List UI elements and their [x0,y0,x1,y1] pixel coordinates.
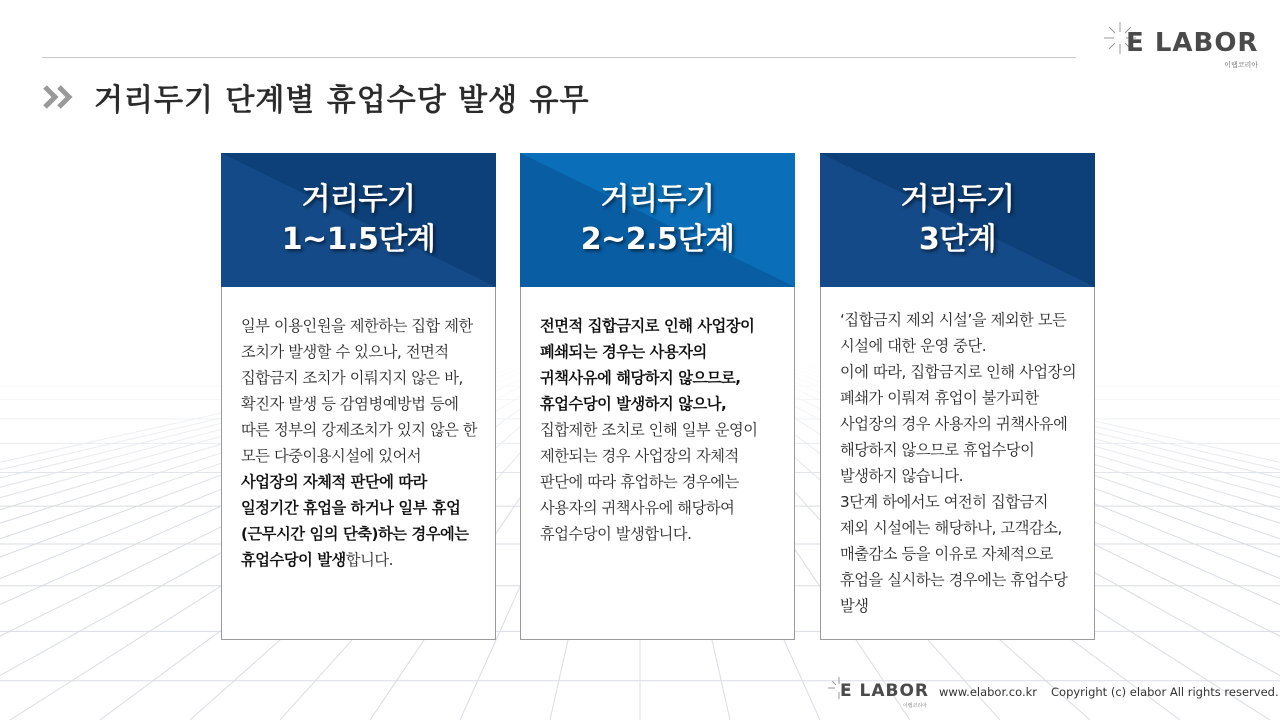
card-body-text [241,313,479,573]
card-title-line2: 3단계 [918,222,997,257]
footer-logo [826,675,931,709]
body-text: 집합제한 조치로 인해 일부 운영이 제한되는 경우 사업장의 자체적 판단에 따라 휴업하는 경우에는 사용자의 귀책사유에 해당하여 휴업수당이 발생합니다. [540,421,758,543]
page-header [42,74,589,120]
body-text: ‘집합금지 제외 시설’을 제외한 모든 시설에 대한 운영 중단. [840,311,1067,355]
body-text: 합니다. [345,551,394,569]
card-header [820,153,1095,287]
footer-logo-text: E LABOR [840,681,930,701]
body-text-bold: 사업장의 자체적 판단에 따라 일정기간 휴업을 하거나 일부 휴업(근무시간 임의 단축)하는 경우에는 휴업수당이 발생 [241,473,469,569]
body-text-bold: 전면적 집합금지로 인해 사업장이 폐쇄되는 경우는 사용자의 귀책사유에 해당하지 않으므로, 휴업수당이 발생하지 않으나, [540,317,755,413]
card-title-line1: 거리두기 [600,182,715,217]
card-level-2 [520,153,795,640]
body-text: 일부 이용인원을 제한하는 집합 제한 조치가 발생할 수 있으나, 전면적 집합금지 조치가 이뤄지지 않은 바, 확진자 발생 등 감염병예방법 등에 따른 정부의 강제조치가 있지 않은 한 모든 다중이용시설에 있어서 [241,317,478,465]
elabor-logo [1100,18,1260,74]
card-level-1 [221,153,496,640]
card-body [221,287,496,640]
card-body [520,287,795,640]
page-title: 거리두기 단계별 휴업수당 발생 유무 [94,83,590,118]
card-level-3 [820,153,1095,640]
top-divider [42,57,1076,58]
card-title-line2: 1~1.5단계 [281,222,436,257]
card-title-line1: 거리두기 [301,182,416,217]
footer-website: www.elabor.co.kr [939,685,1037,699]
card-body-text [840,307,1078,619]
card-body-text [540,313,778,547]
footer [826,672,1279,712]
logo-text: E LABOR [1126,28,1259,58]
logo-subtext: 이랩코리아 [1224,61,1258,69]
footer-copyright: Copyright (c) elabor All rights reserved. [1051,685,1279,699]
body-text: 이에 따라, 집합금지로 인해 사업장의 폐쇄가 이뤄져 휴업이 불가피한 사업장의 경우 사용자의 귀책사유에 해당하지 않으므로 휴업수당이 발생하지 않습니다. [840,363,1077,485]
card-header [221,153,496,287]
body-text: 3단계 하에서도 여전히 집합금지 제외 시설에는 해당하나, 고객감소, 매출감소 등을 이유로 자체적으로 휴업을 실시하는 경우에는 휴업수당 발생 [840,493,1068,615]
card-header [520,153,795,287]
card-title-line1: 거리두기 [900,182,1015,217]
double-chevron-icon [42,82,76,112]
card-body [820,287,1095,640]
footer-logo-subtext: 이랩코리아 [902,703,927,709]
card-title-line2: 2~2.5단계 [580,222,735,257]
